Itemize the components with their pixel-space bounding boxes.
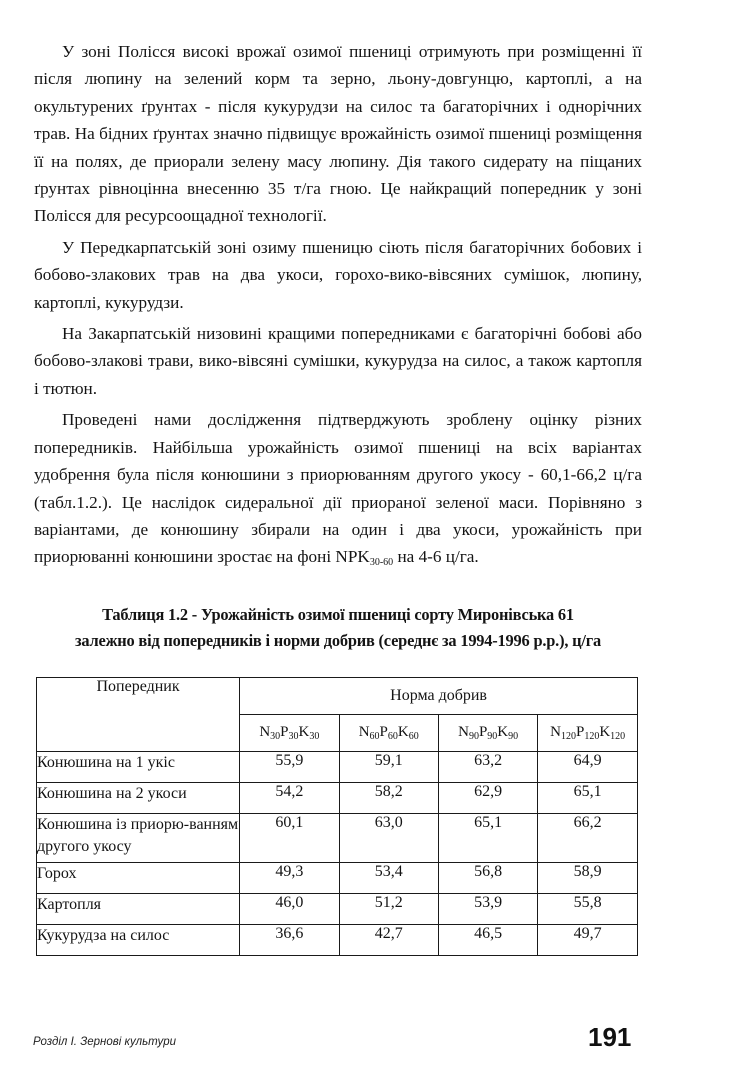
nutrient-letter: P xyxy=(280,724,289,740)
table-row xyxy=(37,863,638,894)
yield-table xyxy=(36,677,638,956)
header-norm-2 xyxy=(339,715,438,752)
header-predecessor: Попередник xyxy=(37,678,240,752)
nutrient-rate: 60 xyxy=(369,731,380,742)
table-row xyxy=(37,814,638,863)
yield-value: 55,9 xyxy=(240,752,339,783)
nutrient-rate: 30 xyxy=(270,731,281,742)
paragraph-4-tail: на 4-6 ц/га. xyxy=(393,547,479,567)
yield-value: 64,9 xyxy=(538,752,638,783)
nutrient-rate: 60 xyxy=(408,731,419,742)
yield-value: 58,9 xyxy=(538,863,638,894)
nutrient-rate: 30 xyxy=(309,731,320,742)
yield-value: 62,9 xyxy=(438,783,537,814)
nutrient-rate: 30 xyxy=(288,731,299,742)
predecessor-name: Конюшина на 1 укіс xyxy=(37,752,240,783)
header-norm-3 xyxy=(438,715,537,752)
yield-value: 49,3 xyxy=(240,863,339,894)
header-fertilizer-norm: Норма добрив xyxy=(240,678,638,715)
table-caption xyxy=(34,602,642,654)
nutrient-letter: K xyxy=(497,724,509,740)
table-row xyxy=(37,925,638,956)
paragraph-4-text: Проведені нами дослідження підтверджують зроблену оцінку різних попередників. Найбільша урожайність озимої пшениці на всіх варіантах удобрення була після конюшини з приорюванням другого укосу - 60,1-66,2 ц/га (табл.1.2.). Це наслідок сидеральної дії приораної зеленої маси. Порівняно з варіантами, де конюшину збирали на один і два укоси, урожайність при приорюванні конюшини зростає на фоні NPK xyxy=(34,410,642,567)
paragraph-1: У зоні Полісся високі врожаї озимої пшениці отримують при розміщенні її після люпину на зелений корм та зерно, льону-довгунцю, картоплі, а на окультурених ґрунтах - після кукурудзи на силос та багаторічних і однорічних трав. На бідних ґрунтах значно підвищує врожайність озимої пшениці розміщення її на полях, де приорали зелену масу люпину. Дія такого сидерату на піщаних ґрунтах рівноцінна внесенню 35 т/га гною. Це найкращий попередник у зоні Полісся для ресурсоощадної технології. xyxy=(34,42,642,226)
yield-value: 60,1 xyxy=(240,814,339,863)
table-caption-line-1: Таблиця 1.2 - Урожайність озимої пшениці сорту Миронівська 61 xyxy=(102,605,574,624)
nutrient-rate: 120 xyxy=(610,731,626,742)
nutrient-rate: 90 xyxy=(508,731,519,742)
yield-value: 59,1 xyxy=(339,752,438,783)
yield-value: 46,5 xyxy=(438,925,537,956)
header-norm-1 xyxy=(240,715,339,752)
nutrient-letter: P xyxy=(478,724,488,740)
yield-value: 53,4 xyxy=(339,863,438,894)
table-body xyxy=(37,752,638,956)
nutrient-rate: 90 xyxy=(468,731,479,742)
table-row xyxy=(37,783,638,814)
yield-value: 56,8 xyxy=(438,863,537,894)
paragraph-4 xyxy=(34,406,642,576)
nutrient-letter: N xyxy=(550,724,561,740)
nutrient-letter: K xyxy=(599,724,611,740)
footer-section-title: Розділ І. Зернові культури xyxy=(33,1036,176,1048)
yield-value: 42,7 xyxy=(339,925,438,956)
yield-value: 65,1 xyxy=(538,783,638,814)
nutrient-rate: 120 xyxy=(584,731,600,742)
table-row xyxy=(37,894,638,925)
nutrient-letter: K xyxy=(298,724,310,740)
predecessor-name: Горох xyxy=(37,863,240,894)
yield-value: 58,2 xyxy=(339,783,438,814)
yield-value: 53,9 xyxy=(438,894,537,925)
table-caption-line-2: залежно від попередників і норми добрив (середнє за 1994-1996 р.р.), ц/га xyxy=(75,631,601,650)
yield-value: 63,0 xyxy=(339,814,438,863)
yield-value: 36,6 xyxy=(240,925,339,956)
nutrient-rate: 60 xyxy=(387,731,398,742)
nutrient-letter: N xyxy=(358,724,370,740)
yield-value: 65,1 xyxy=(438,814,537,863)
nutrient-letter: N xyxy=(259,724,271,740)
predecessor-name: Конюшина на 2 укоси xyxy=(37,783,240,814)
paragraph-3: На Закарпатській низовині кращими попередниками є багаторічні бобові або бобово-злакові трави, вико-вівсяні сумішки, кукурудза на силос, а також картопля і тютюн. xyxy=(34,324,642,398)
page-number: 191 xyxy=(588,1022,632,1052)
body-text xyxy=(34,38,642,581)
npk-subscript: 30-60 xyxy=(369,557,394,569)
predecessor-name: Кукурудза на силос xyxy=(37,925,240,956)
nutrient-letter: N xyxy=(458,724,469,740)
yield-value: 51,2 xyxy=(339,894,438,925)
yield-value: 66,2 xyxy=(538,814,638,863)
nutrient-letter: K xyxy=(397,724,409,740)
nutrient-rate: 120 xyxy=(560,731,576,742)
predecessor-name: Конюшина із приорю-ванням другого укосу xyxy=(37,814,240,863)
nutrient-letter: P xyxy=(379,724,388,740)
yield-value: 55,8 xyxy=(538,894,638,925)
paragraph-2: У Передкарпатській зоні озиму пшеницю сіють після багаторічних бобових і бобово-злакових трав на два укоси, горохо-вико-вівсяних сумішок, люпину, картоплі, кукурудзи. xyxy=(34,237,642,312)
header-norm-4 xyxy=(538,715,638,752)
nutrient-rate: 90 xyxy=(487,731,498,742)
predecessor-name: Картопля xyxy=(37,894,240,925)
yield-value: 46,0 xyxy=(240,894,339,925)
yield-value: 49,7 xyxy=(538,925,638,956)
yield-value: 54,2 xyxy=(240,783,339,814)
yield-value: 63,2 xyxy=(438,752,537,783)
nutrient-letter: P xyxy=(575,724,585,740)
table-row xyxy=(37,752,638,783)
